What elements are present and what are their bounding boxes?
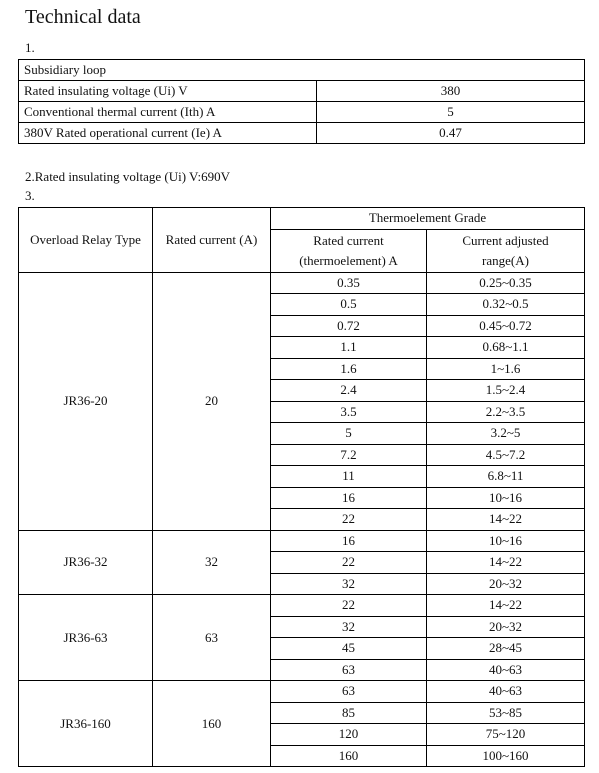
row-value: 5 — [317, 102, 585, 123]
adjusted-range-cell: 0.32~0.5 — [427, 294, 585, 316]
table-row — [19, 81, 585, 102]
page-title: Technical data — [25, 6, 141, 28]
adjusted-range-cell: 53~85 — [427, 702, 585, 724]
header-line: Current adjusted — [462, 232, 549, 248]
section-3-number: 3. — [25, 188, 35, 203]
thermo-current-cell: 32 — [271, 616, 427, 638]
row-label: Rated insulating voltage (Ui) V — [19, 81, 317, 102]
header-rated-current: Rated current (A) — [153, 208, 271, 273]
adjusted-range-cell: 10~16 — [427, 530, 585, 552]
adjusted-range-cell: 1~1.6 — [427, 358, 585, 380]
adjusted-range-cell: 2.2~3.5 — [427, 401, 585, 423]
rated-current-cell: 63 — [153, 595, 271, 681]
table-row — [19, 272, 585, 294]
relay-type-cell: JR36-20 — [19, 272, 153, 530]
thermoelement-table-body — [19, 272, 585, 767]
thermo-current-cell: 0.5 — [271, 294, 427, 316]
thermo-current-cell: 0.72 — [271, 315, 427, 337]
row-label: 380V Rated operational current (Ie) A — [19, 123, 317, 144]
thermo-current-cell: 32 — [271, 573, 427, 595]
table-header-row — [19, 208, 585, 230]
adjusted-range-cell: 14~22 — [427, 595, 585, 617]
header-current-adjusted-range — [427, 229, 585, 272]
thermo-current-cell: 63 — [271, 681, 427, 703]
adjusted-range-cell: 40~63 — [427, 681, 585, 703]
thermo-current-cell: 120 — [271, 724, 427, 746]
adjusted-range-cell: 20~32 — [427, 616, 585, 638]
thermo-current-cell: 11 — [271, 466, 427, 488]
rated-current-cell: 160 — [153, 681, 271, 767]
table-row — [19, 102, 585, 123]
adjusted-range-cell: 14~22 — [427, 552, 585, 574]
thermo-current-cell: 16 — [271, 487, 427, 509]
table-row — [19, 123, 585, 144]
section-2-text: 2.Rated insulating voltage (Ui) V:690V — [25, 169, 230, 184]
adjusted-range-cell: 0.25~0.35 — [427, 272, 585, 294]
adjusted-range-cell: 100~160 — [427, 745, 585, 767]
subsidiary-loop-table — [18, 59, 585, 144]
table-header-row — [19, 60, 585, 81]
thermo-current-cell: 7.2 — [271, 444, 427, 466]
thermo-current-cell: 1.6 — [271, 358, 427, 380]
header-line: range(A) — [482, 252, 529, 268]
relay-type-cell: JR36-160 — [19, 681, 153, 767]
header-line: (thermoelement) A — [299, 252, 398, 268]
adjusted-range-cell: 20~32 — [427, 573, 585, 595]
thermo-current-cell: 2.4 — [271, 380, 427, 402]
adjusted-range-cell: 75~120 — [427, 724, 585, 746]
adjusted-range-cell: 0.45~0.72 — [427, 315, 585, 337]
table-row — [19, 595, 585, 617]
table-row — [19, 681, 585, 703]
thermo-current-cell: 45 — [271, 638, 427, 660]
adjusted-range-cell: 40~63 — [427, 659, 585, 681]
thermo-current-cell: 0.35 — [271, 272, 427, 294]
thermo-current-cell: 160 — [271, 745, 427, 767]
row-value: 0.47 — [317, 123, 585, 144]
adjusted-range-cell: 0.68~1.1 — [427, 337, 585, 359]
thermo-current-cell: 1.1 — [271, 337, 427, 359]
adjusted-range-cell: 14~22 — [427, 509, 585, 531]
row-value: 380 — [317, 81, 585, 102]
relay-type-cell: JR36-63 — [19, 595, 153, 681]
adjusted-range-cell: 1.5~2.4 — [427, 380, 585, 402]
adjusted-range-cell: 10~16 — [427, 487, 585, 509]
adjusted-range-cell: 3.2~5 — [427, 423, 585, 445]
header-line: Rated current — [313, 232, 384, 248]
header-overload-relay-type: Overload Relay Type — [19, 208, 153, 273]
thermo-current-cell: 85 — [271, 702, 427, 724]
relay-type-cell: JR36-32 — [19, 530, 153, 595]
rated-current-cell: 20 — [153, 272, 271, 530]
thermoelement-table — [18, 207, 585, 767]
table-row — [19, 530, 585, 552]
thermo-current-cell: 22 — [271, 509, 427, 531]
row-label: Conventional thermal current (Ith) A — [19, 102, 317, 123]
rated-current-cell: 32 — [153, 530, 271, 595]
thermo-current-cell: 16 — [271, 530, 427, 552]
header-thermoelement-grade: Thermoelement Grade — [271, 208, 585, 230]
subsidiary-loop-header: Subsidiary loop — [19, 60, 585, 81]
header-thermo-rated-current — [271, 229, 427, 272]
adjusted-range-cell: 6.8~11 — [427, 466, 585, 488]
thermo-current-cell: 22 — [271, 595, 427, 617]
adjusted-range-cell: 4.5~7.2 — [427, 444, 585, 466]
adjusted-range-cell: 28~45 — [427, 638, 585, 660]
section-1-number: 1. — [25, 40, 35, 55]
thermo-current-cell: 3.5 — [271, 401, 427, 423]
thermo-current-cell: 22 — [271, 552, 427, 574]
thermo-current-cell: 63 — [271, 659, 427, 681]
thermo-current-cell: 5 — [271, 423, 427, 445]
